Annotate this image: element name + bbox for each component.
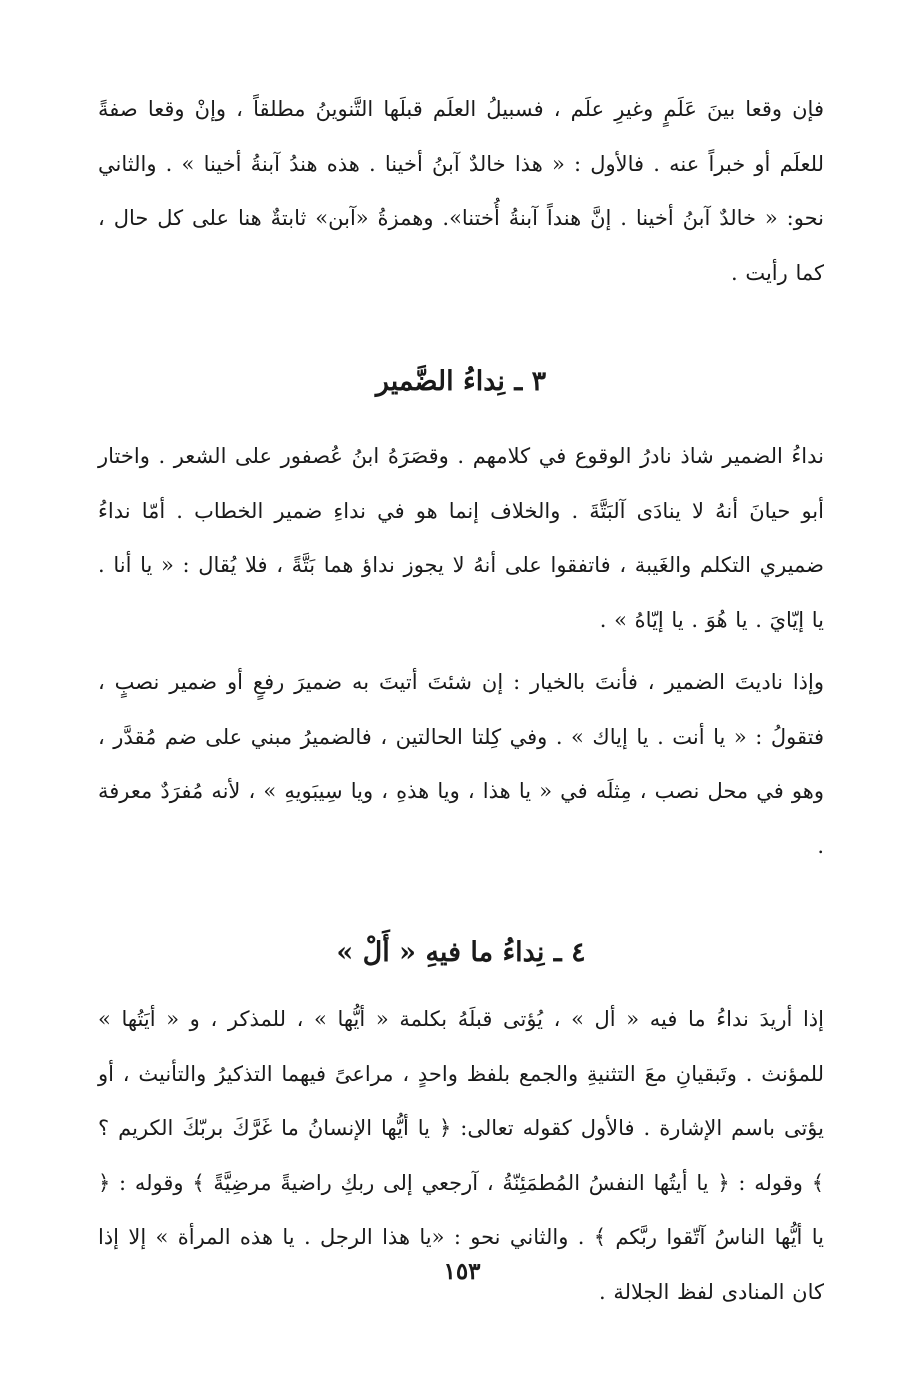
- paragraph-pronoun-vocative-options: وإذا ناديتَ الضمير ، فأنتَ بالخيار : إن شئتَ أتيتَ به ضميرَ رفعٍ أو ضمير نصبٍ ، فتقولُ : « يا أنت . يا إياك » . وفي كِلتا الحالتين ، فالضميرُ مبني على ضم مُقدَّر ، وهو في محل نصب ، مِثلَه في « يا هذا ، ويا هذهِ ، ويا سِيبَويهِ » ، لأنه مُفرَدٌ معرفة .: [98, 670, 824, 858]
- page-number: ١٥٣: [443, 1258, 481, 1285]
- paragraph-pronoun-vocative-rarity: نداءُ الضمير شاذ نادرُ الوقوع في كلامهم . وقصَرَهُ ابنُ عُصفور على الشعر . واختار أبو حيانَ أنهُ لا ينادَى آلبَتَّةَ . والخلاف إنما هو في نداءِ ضمير الخطاب . أمّا نداءُ ضميري التكلم والغَيبة ، فاتفقوا على أنهُ لا يجوز نداؤ هما بَتَّةً ، فلا يُقال : « يا أنا . يا إيّايَ . يا هُوَ . يا إيّاهُ » .: [98, 444, 824, 632]
- paragraph-alam-tanween: فإن وقعا بينَ عَلَمٍ وغيرِ علَم ، فسبيلُ العلَم قبلَها التَّنوينُ مطلقاً ، وإنْ وقعا صفةً للعلَم أو خبراً عنه . فالأول : « هذا خالدٌ آبنُ أخينا . هذه هندُ آبنةُ أخينا » . والثاني نحو: « خالدٌ آبنُ أخينا . إنَّ هنداً آبنةُ أُختنا». وهمزةُ «آبن» ثابتةٌ هنا على كل حال ، كما رأيت .: [98, 97, 824, 285]
- paragraph-al-vocative: إذا أريدَ نداءُ ما فيه « أل » ، يُؤتى قبلَهُ بكلمة « أيُّها » ، للمذكر ، و « أيَتُها » للمؤنث . وتَبقيانِ معَ التثنيةِ والجمع بلفظ واحدٍ ، مراعىً فيهما التذكيرُ والتأنيث ، أو يؤتى باسم الإشارة . فالأول كقوله تعالى: ﴿ يا أيُّها الإنسانُ ما غَرَّكَ بربّكَ الكريم ؟ ﴾ وقوله : ﴿ يا أيتُها النفسُ المُطمَئِنّةُ ، آرجعي إلى ربكِ راضيةً مرضِيَّةً ﴾ وقوله : ﴿ يا أيُّها الناسُ آتّقوا ربَّكم ﴾ . والثاني نحو : «يا هذا الرجل . يا هذه المرأة » إلا إذا كان المنادى لفظ الجلالة .: [98, 1007, 824, 1304]
- section-heading-pronoun-vocative: ٣ ـ نِداءُ الضَّمير: [375, 366, 547, 397]
- section-heading-al-vocative: ٤ ـ نِداءُ ما فيهِ « أَلْ »: [336, 937, 586, 969]
